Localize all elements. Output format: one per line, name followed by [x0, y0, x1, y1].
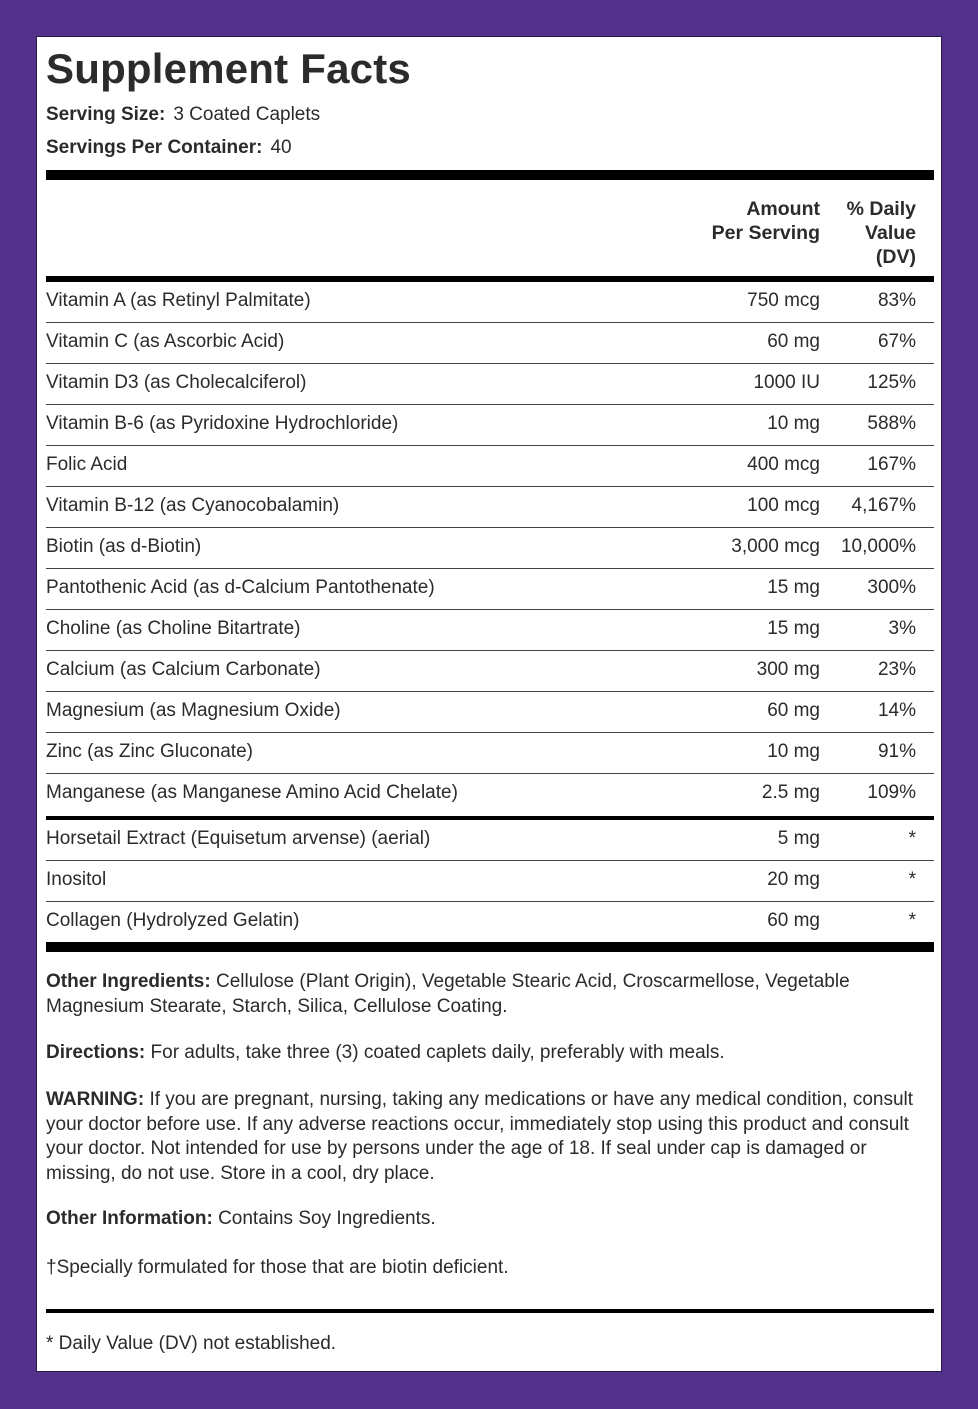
- nutrient-amount: 100 mcg: [747, 495, 820, 516]
- table-row: [46, 774, 934, 815]
- table-row: [46, 446, 934, 487]
- other-information-text: Contains Soy Ingredients.: [218, 1208, 436, 1229]
- servings-per-container: [46, 137, 292, 159]
- nutrient-amount: 60 mg: [767, 700, 820, 721]
- table-row: [46, 902, 934, 943]
- amount-header: [712, 197, 820, 245]
- nutrient-amount: 10 mg: [767, 741, 820, 762]
- nutrient-dv: *: [908, 828, 916, 849]
- dv-header: [847, 197, 916, 269]
- nutrient-name: Horsetail Extract (Equisetum arvense) (aerial): [46, 828, 431, 849]
- special-note: †Specially formulated for those that are biotin deficient.: [46, 1257, 509, 1278]
- nutrient-name: Vitamin B-6 (as Pyridoxine Hydrochloride): [46, 413, 399, 434]
- other-ingredients: [46, 970, 934, 1019]
- table-row: [46, 487, 934, 528]
- nutrient-name: Calcium (as Calcium Carbonate): [46, 659, 321, 680]
- nutrient-dv: 125%: [867, 372, 916, 393]
- nutrient-name: Collagen (Hydrolyzed Gelatin): [46, 910, 300, 931]
- warning: [46, 1088, 934, 1186]
- nutrient-dv: *: [908, 910, 916, 931]
- nutrient-dv: 91%: [877, 741, 916, 762]
- dv-header-line2: Value: [865, 222, 916, 244]
- amount-header-line2: Per Serving: [711, 222, 820, 244]
- thick-divider-top: [46, 170, 934, 180]
- nutrient-name: Folic Acid: [46, 454, 128, 475]
- footnote: * Daily Value (DV) not established.: [46, 1333, 337, 1354]
- nutrient-name: Vitamin B-12 (as Cyanocobalamin): [46, 495, 340, 516]
- nutrient-amount: 2.5 mg: [761, 782, 820, 803]
- nutrient-name: Choline (as Choline Bitartrate): [46, 618, 301, 639]
- nutrient-amount: 60 mg: [767, 910, 820, 931]
- table-row: [46, 733, 934, 774]
- nutrient-dv: 3%: [888, 618, 916, 639]
- serving-size-label: Serving Size:: [46, 104, 166, 125]
- nutrient-dv: 167%: [867, 454, 916, 475]
- nutrient-dv: 4,167%: [851, 495, 916, 516]
- nutrient-amount: 10 mg: [767, 413, 820, 434]
- warning-text: If you are pregnant, nursing, taking any medications or have any medical condition, consult your doctor before use. If any adverse reactions occur, immediately stop using this product and consult your doctor. Not intended for use by persons under the age of 18. If seal under cap is damaged or missing, do not use. Store in a cool, dry place.: [46, 1089, 914, 1184]
- amount-header-line1: Amount: [746, 198, 820, 220]
- nutrient-amount: 60 mg: [767, 331, 820, 352]
- thick-divider-bottom: [46, 942, 934, 952]
- other-ingredients-label: Other Ingredients:: [46, 971, 211, 992]
- table-row: [46, 528, 934, 569]
- nutrient-amount: 15 mg: [767, 577, 820, 598]
- servings-per-container-value: 40: [270, 137, 292, 158]
- table-row: [46, 610, 934, 651]
- nutrient-dv: 10,000%: [840, 536, 916, 557]
- nutrient-amount: 400 mcg: [747, 454, 820, 475]
- nutrient-amount: 15 mg: [767, 618, 820, 639]
- nutrient-name: Biotin (as d-Biotin): [46, 536, 202, 557]
- table-row: [46, 820, 934, 861]
- table-row: [46, 323, 934, 364]
- nutrient-name: Vitamin D3 (as Cholecalciferol): [46, 372, 307, 393]
- nutrient-dv: 83%: [877, 290, 916, 311]
- dv-header-line1: % Daily: [846, 198, 916, 220]
- nutrient-name: Zinc (as Zinc Gluconate): [46, 741, 253, 762]
- nutrient-dv: 14%: [877, 700, 916, 721]
- table-row: [46, 692, 934, 733]
- nutrient-name: Vitamin C (as Ascorbic Acid): [46, 331, 285, 352]
- nutrient-amount: 5 mg: [777, 828, 820, 849]
- table-row: [46, 282, 934, 323]
- other-information-label: Other Information:: [46, 1208, 213, 1229]
- dv-header-line3: (DV): [875, 246, 916, 268]
- nutrient-amount: 1000 IU: [753, 372, 820, 393]
- nutrient-dv: 23%: [877, 659, 916, 680]
- nutrient-amount: 20 mg: [767, 869, 820, 890]
- serving-size-value: 3 Coated Caplets: [173, 104, 321, 125]
- nutrient-dv: 109%: [867, 782, 916, 803]
- nutrient-name: Magnesium (as Magnesium Oxide): [46, 700, 341, 721]
- servings-per-container-label: Servings Per Container:: [46, 137, 263, 158]
- nutrient-name: Pantothenic Acid (as d-Calcium Pantothenate): [46, 577, 435, 598]
- nutrient-dv: 588%: [867, 413, 916, 434]
- serving-size: [46, 104, 320, 126]
- nutrient-dv: 67%: [877, 331, 916, 352]
- table-row: [46, 861, 934, 902]
- nutrient-name: Vitamin A (as Retinyl Palmitate): [46, 290, 311, 311]
- nutrient-name: Manganese (as Manganese Amino Acid Chelate): [46, 782, 458, 803]
- other-ingredients-text: Cellulose (Plant Origin), Vegetable Stearic Acid, Croscarmellose, Vegetable Magnesium Stearate, Starch, Silica, Cellulose Coating.: [46, 971, 850, 1017]
- supplement-facts-panel: [36, 36, 942, 1372]
- directions-label: Directions:: [46, 1042, 146, 1063]
- nutrient-amount: 300 mg: [756, 659, 820, 680]
- table-row: [46, 651, 934, 692]
- warning-label: WARNING:: [46, 1089, 145, 1110]
- directions-text: For adults, take three (3) coated caplets daily, preferably with meals.: [150, 1042, 725, 1063]
- nutrient-dv: 300%: [867, 577, 916, 598]
- table-row: [46, 405, 934, 446]
- nutrient-dv: *: [908, 869, 916, 890]
- page-title: Supplement Facts: [46, 45, 411, 92]
- nutrient-amount: 750 mcg: [747, 290, 820, 311]
- table-row: [46, 364, 934, 405]
- nutrient-amount: 3,000 mcg: [731, 536, 820, 557]
- nutrient-name: Inositol: [46, 869, 107, 890]
- table-row: [46, 569, 934, 610]
- directions: [46, 1041, 934, 1066]
- other-information: [46, 1207, 934, 1232]
- footer-divider: [46, 1309, 934, 1313]
